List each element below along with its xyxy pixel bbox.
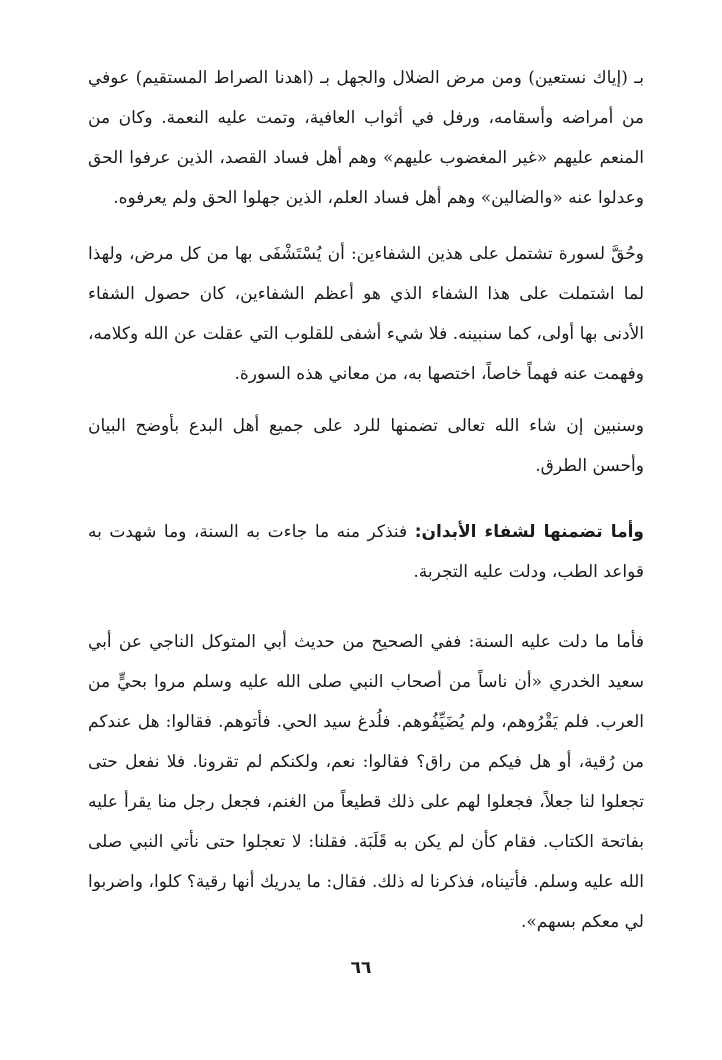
page-number: ٦٦ bbox=[350, 958, 372, 978]
section-text: فنذكر منه ما جاءت به السنة، وما شهدت به قواعد الطب، ودلت عليه التجربة. bbox=[88, 522, 644, 582]
paragraph-cure-of-hearts: بـ (إياك نستعين) ومن مرض الضلال والجهل بـ (اهدنا الصراط المستقيم) عوفي من أمراضه وأسقامه، ورفل في أثواب العافية، وتمت عليه النعمة. وكان من المنعم عليهم «غير المغضوب عليهم» وهم أهل فساد القصد، الذين عرفوا الحق وعدلوا عنه «والضالين» وهم أهل فساد العلم، الذين جهلوا الحق ولم يعرفوه. bbox=[88, 68, 644, 208]
paragraph-hadith: فأما ما دلت عليه السنة: ففي الصحيح من حديث أبي المتوكل الناجي عن أبي سعيد الخدري «أن ناساً من أصحاب النبي صلى الله عليه وسلم مروا بحيٍّ من العرب. فلم يَقْرُوهم، ولم يُضَيِّفُوهم. فلُدغ سيد الحي. فأتوهم. فقالوا: هل عندكم من رُقية، أو هل فيكم من راق؟ فقالوا: نعم، ولكنكم لم تقرونا. فلا نفعل حتى تجعلوا لنا جعلاً، فجعلوا لهم على ذلك قطيعاً من الغنم، فجعل رجل منا يقرأ عليه بفاتحة الكتاب. فقام كأن لم يكن به قَلَبَة. فقلنا: لا تعجلوا حتى نأتي النبي صلى الله عليه وسلم. فأتيناه، فذكرنا له ذلك. فقال: ما يدريك أنها رقية؟ كلوا، واضربوا لي معكم بسهم». bbox=[88, 632, 644, 932]
paragraph-two-cures: وحُقَّ لسورة تشتمل على هذين الشفاءين: أن يُسْتَشْفَى بها من كل مرض، ولهذا لما اشتملت على هذا الشفاء الذي هو أعظم الشفاءين، كان حصول الشفاء الأدنى بها أولى، كما سنبينه. فلا شيء أشفى للقلوب التي عقلت عن الله وكلامه، وفهمت عنه فهماً خاصاً، اختصها به، من معاني هذه السورة. bbox=[88, 244, 644, 384]
page-body bbox=[88, 58, 644, 942]
paragraph-cure-of-bodies bbox=[88, 512, 644, 592]
paragraph-innovations: وسنبين إن شاء الله تعالى تضمنها للرد على جميع أهل البدع بأوضح البيان وأحسن الطرق. bbox=[88, 416, 644, 476]
section-heading: وأما تضمنها لشفاء الأبدان: bbox=[414, 522, 644, 542]
